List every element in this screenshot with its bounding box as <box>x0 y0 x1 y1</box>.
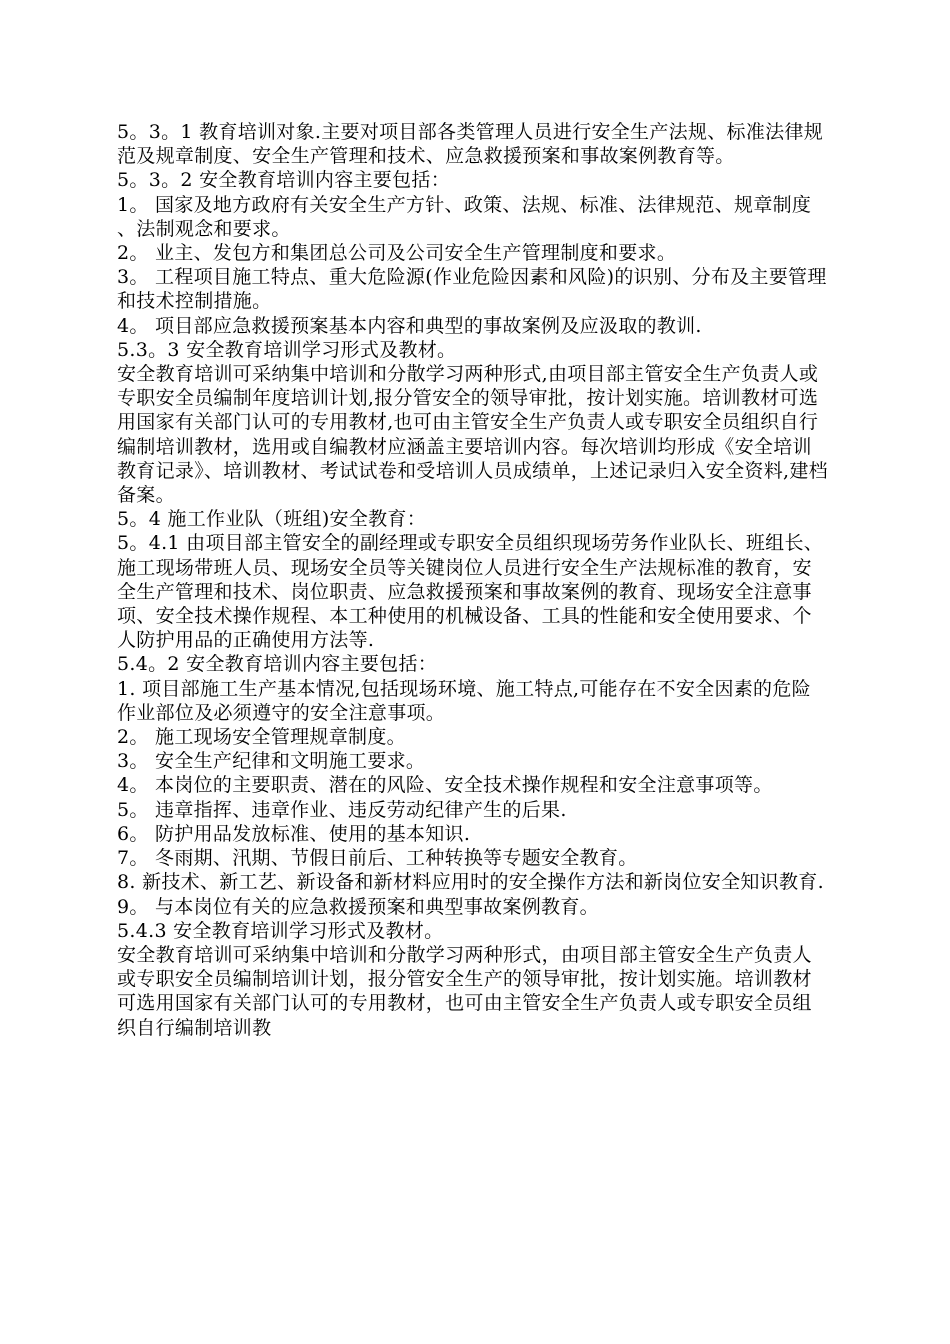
paragraph-5-4-1: 5。4.1 由项目部主管安全的副经理或专职安全员组织现场劳务作业队长、班组长、施工现场带班人员、现场安全员等关键岗位人员进行安全生产法规标准的教育，安全生产管理和技术、岗位职责、应急救援预案和事故案例的教育、现场安全注意事项、安全技术操作规程、本工种使用的机械设备、工具的性能和安全使用要求、个人防护用品的正确使用方法等. <box>117 532 824 652</box>
list-item-1: 1. 项目部施工生产基本情况,包括现场环境、施工特点,可能存在不安全因素的危险作业部位及必须遵守的安全注意事项。 <box>117 677 811 724</box>
document-body <box>117 120 829 1040</box>
list-item-3: 3。 安全生产纪律和文明施工要求。 <box>117 750 426 773</box>
paragraph-5-4-3-heading: 5.4.3 安全教育培训学习形式及教材。 <box>117 919 444 942</box>
paragraph-5-3-2-heading: 5。3。2 安全教育培训内容主要包括： <box>117 169 451 192</box>
list-item-2: 2。 施工现场安全管理规章制度。 <box>117 726 406 749</box>
list-item-8: 8. 新技术、新工艺、新设备和新材料应用时的安全操作方法和新岗位安全知识教育. <box>117 871 824 894</box>
paragraph-5-3-1: 5。3。1 教育培训对象.主要对项目部各类管理人员进行安全生产法规、标准法律规范及规章制度、安全生产管理和技术、应急救援预案和事故案例教育等。 <box>117 121 824 168</box>
list-item-6: 6。 防护用品发放标准、使用的基本知识. <box>117 822 471 845</box>
paragraph-5-3-3-heading: 5.3。3 安全教育培训学习形式及教材。 <box>117 338 457 361</box>
list-item-7: 7。 冬雨期、汛期、节假日前后、工种转换等专题安全教育。 <box>117 847 638 870</box>
paragraph-5-3-3-body: 安全教育培训可采纳集中培训和分散学习两种形式,由项目部主管安全生产负责人或专职安全员编制年度培训计划,报分管安全的领导审批，按计划实施。培训教材可选用国家有关部门认可的专用教材,也可由主管安全生产负责人或专职安全员组织自行编制培训教材，选用或自编教材应涵盖主要培训内容。每次培训均形成《安全培训教育记录》、培训教材、考试试卷和受培训人员成绩单，上述记录归入安全资料,建档备案。 <box>117 363 828 507</box>
list-item-5: 5。 违章指挥、违章作业、违反劳动纪律产生的后果. <box>117 798 567 821</box>
paragraph-5-4-3-body: 安全教育培训可采纳集中培训和分散学习两种形式，由项目部主管安全生产负责人或专职安全员编制培训计划，报分管安全生产的领导审批，按计划实施。培训教材可选用国家有关部门认可的专用教材，也可由主管安全生产负责人或专职安全员组织自行编制培训教 <box>117 943 812 1039</box>
list-item-4: 4。 项目部应急救援预案基本内容和典型的事故案例及应汲取的教训. <box>117 314 702 337</box>
list-item-2: 2。 业主、发包方和集团总公司及公司安全生产管理制度和要求。 <box>117 242 677 265</box>
list-item-9: 9。 与本岗位有关的应急救援预案和典型事故案例教育。 <box>117 895 599 918</box>
section-5-4-heading: 5。4 施工作业队（班组)安全教育： <box>117 508 427 531</box>
list-item-1: 1。 国家及地方政府有关安全生产方针、政策、法规、标准、法律规范、规章制度、法制观念和要求。 <box>117 193 812 240</box>
paragraph-5-4-2-heading: 5.4。2 安全教育培训内容主要包括： <box>117 653 438 676</box>
list-item-4: 4。 本岗位的主要职责、潜在的风险、安全技术操作规程和安全注意事项等。 <box>117 774 773 797</box>
list-item-3: 3。 工程项目施工特点、重大危险源(作业危险因素和风险)的识别、分布及主要管理和技术控制措施。 <box>117 266 827 313</box>
